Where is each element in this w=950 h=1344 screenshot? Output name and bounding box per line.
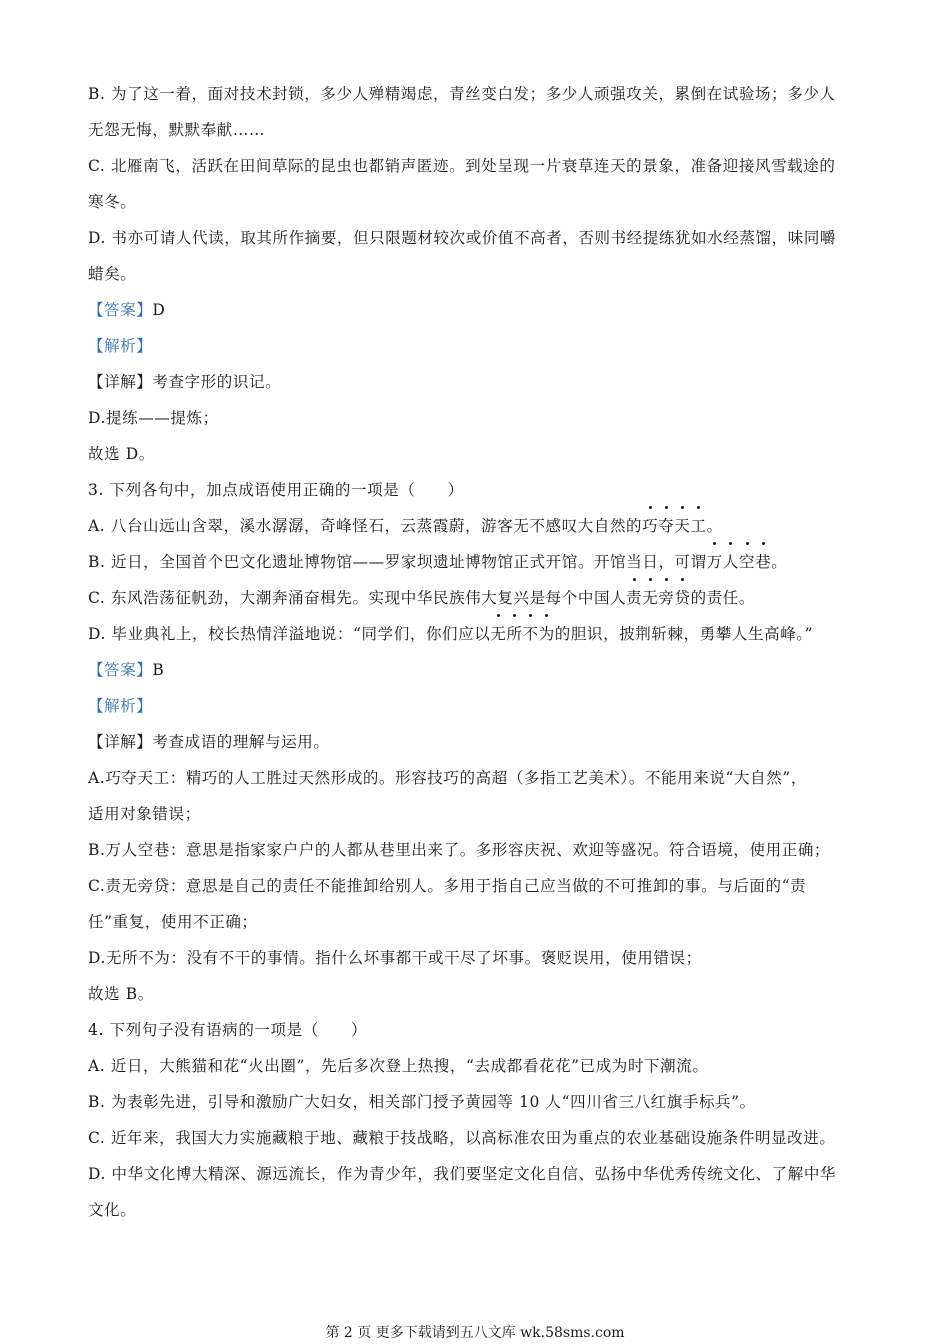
text-line: D. 书亦可请人代读，取其所作摘要，但只限题材较次或价值不高者，否则书经提练犹如水经蒸馏，味同嚼 [88,229,837,247]
dotted-char: 责 [626,580,642,616]
answer-value: D [152,301,166,319]
detail-line: 【详解】考查字形的识记。 [88,373,282,391]
analysis-tag: 【解析】 [88,697,153,715]
explanation-line: 适用对象错误； [88,805,201,823]
dotted-char: 不 [523,616,539,652]
option-text: C. 东风浩荡征帆劲，大潮奔涌奋楫先。实现中华民族伟大复兴是每个中国人 [88,589,627,607]
dotted-char: 所 [506,616,522,652]
option-text: B. 近日，全国首个巴文化遗址博物馆——罗家坝遗址博物馆正式开馆。开馆当日，可谓 [88,553,707,571]
dotted-char: 万 [707,544,723,580]
text-line: 无怨无悔，默默奉献…… [88,121,266,139]
option-b [88,544,868,580]
explanation-line: D.无所不为：没有不干的事情。指什么坏事都干或干尽了坏事。褒贬误用，使用错误； [88,949,702,967]
explanation-line: D.提练——提炼； [88,409,219,427]
dotted-char: 夺 [658,508,674,544]
dotted-char: 巷 [755,544,771,580]
text-line: 寒冬。 [88,193,137,211]
option-line: B. 为表彰先进，引导和激励广大妇女，相关部门授予黄园等 10 人“四川省三八红旗手标兵”。 [88,1093,756,1111]
option-text: D. 毕业典礼上，校长热情洋溢地说：“同学们，你们应以 [88,625,491,643]
detail-line: 【详解】考查成语的理解与运用。 [88,733,330,751]
option-text: 的胆识，披荆斩棘，勇攀人生高峰。” [554,625,814,643]
explanation-line: A.巧夺天工：精巧的人工胜过天然形成的。形容技巧的高超（多指工艺美术）。不能用来说“大自然”， [88,769,807,787]
dotted-char: 贷 [675,580,691,616]
explanation-line: B.万人空巷：意思是指家家户户的人都从巷里出来了。多形容庆祝、欢迎等盛况。符合语境，使用正确； [88,841,831,859]
option-line: 文化。 [88,1201,137,1219]
answer-tag: 【答案】 [88,661,153,679]
option-text: 。 [706,517,723,535]
answer-line [88,652,868,688]
dotted-char: 人 [723,544,739,580]
analysis-tag: 【解析】 [88,337,153,355]
conclusion-line: 故选 D。 [88,445,155,463]
question-stem: 4. 下列句子没有语病的一项是（ ） [88,1021,368,1039]
dotted-char: 巧 [642,508,658,544]
answer-line [88,292,868,328]
text-line: 蜡矣。 [88,265,137,283]
option-line: C. 近年来，我国大力实施藏粮于地、藏粮于技战略，以高标准农田为重点的农业基础设施条件明显改进。 [88,1129,836,1147]
explanation-line: C.责无旁贷：意思是自己的责任不能推卸给别人。多用于指自己应当做的不可推卸的事。与后面的“责 [88,877,807,895]
explanation-line: 任”重复，使用不正确； [88,913,258,931]
option-line: A. 近日，大熊猫和花“火出圈”，先后多次登上热搜，“去成都看花花”已成为时下潮流。 [88,1057,709,1075]
option-text: A. 八台山远山含翠，溪水潺潺，奇峰怪石，云蒸霞蔚，游客无不感叹大自然的 [88,517,643,535]
option-a [88,508,868,544]
page-footer: 第 2 页 更多下载请到五八文库 wk.58sms.com [325,1325,625,1341]
dotted-char: 空 [739,544,755,580]
option-line: D. 中华文化博大精深、源远流长，作为青少年，我们要坚定文化自信、弘扬中华优秀传统文化、了解中华 [88,1165,837,1183]
dotted-char: 为 [539,616,555,652]
option-d [88,616,868,652]
dotted-char: 无 [642,580,658,616]
option-text: 的责任。 [690,589,756,607]
option-text: 。 [771,553,788,571]
dotted-char: 工 [690,508,706,544]
text-line: C. 北雁南飞，活跃在田间草际的昆虫也都销声匿迹。到处呈现一片衰草连天的景象，准备迎接风雪载途的 [88,157,836,175]
text-line: B. 为了这一着，面对技术封锁，多少人殚精竭虑，青丝变白发；多少人顽强攻关，累倒在试验场；多少人 [88,85,836,103]
answer-tag: 【答案】 [88,301,153,319]
answer-value: B [152,661,165,679]
question-stem: 3. 下列各句中，加点成语使用正确的一项是（ ） [88,481,464,499]
option-c [88,580,868,616]
dotted-char: 旁 [658,580,674,616]
dotted-char: 天 [674,508,690,544]
dotted-char: 无 [490,616,506,652]
conclusion-line: 故选 B。 [88,985,154,1003]
document-body [88,76,868,1228]
